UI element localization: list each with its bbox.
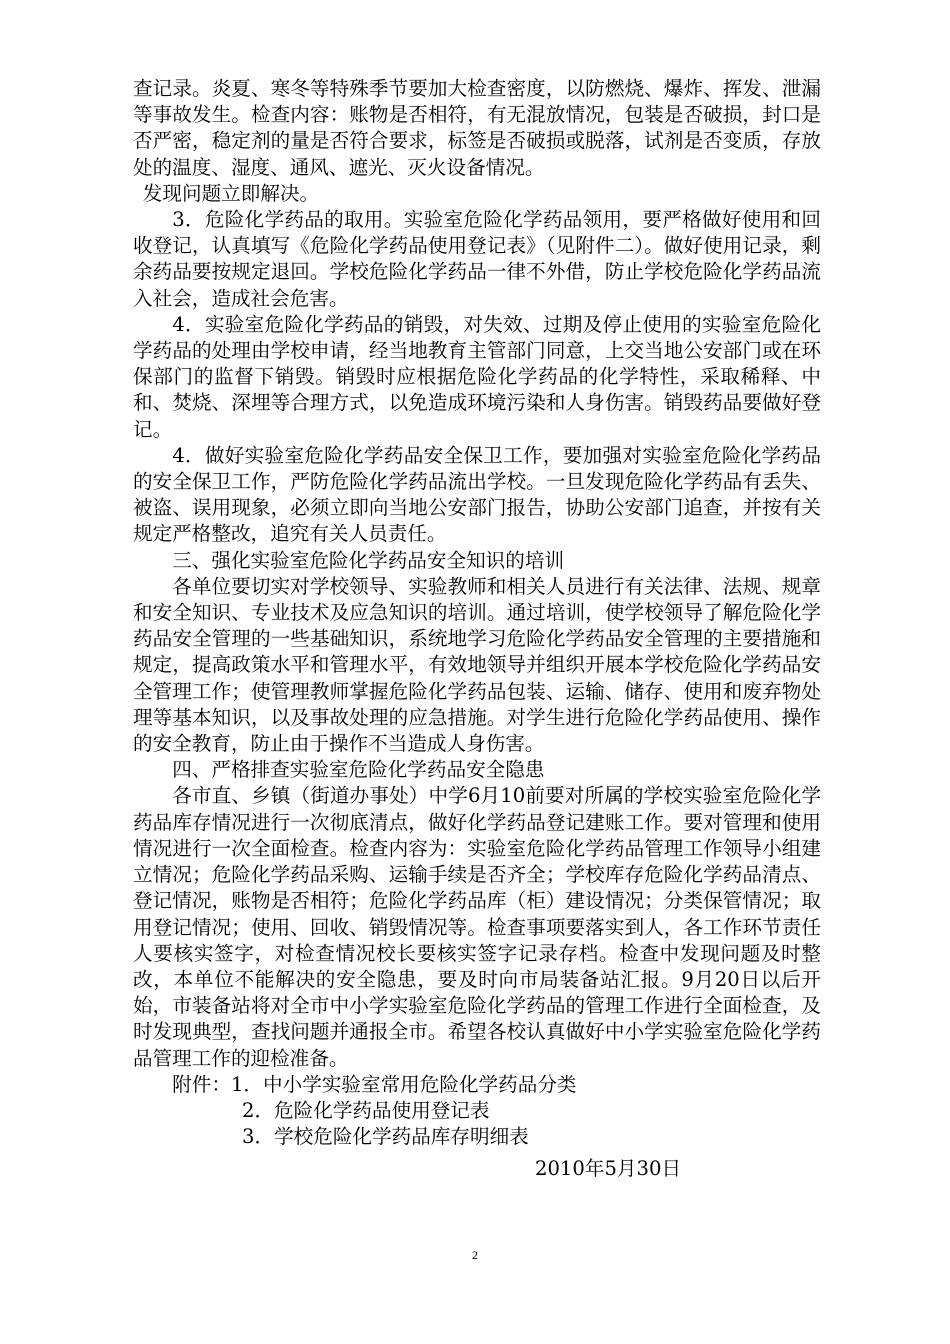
document-date: 2010年5月30日	[535, 1157, 682, 1180]
attachment-item: 1．中小学实验室常用危险化学药品分类	[230, 1072, 577, 1096]
paragraph-training: 各单位要切实对学校领导、实验教师和相关人员进行有关法律、法规、规章和安全知识、专业技术及应急知识的培训。通过培训，使学校领导了解危险化学药品安全管理的一些基础知识，系统地学习危险化学药品安全管理的主要措施和规定，提高政策水平和管理水平，有效地领导并组织开展本学校危险化学药品安全管理工作；使管理教师掌握危险化学药品包装、运输、储存、使用和废弃物处理等基本知识，以及事故处理的应急措施。对学生进行危险化学药品使用、操作的安全教育，防止由于操作不当造成人身伤害。	[133, 574, 821, 756]
attachment-item: 3．学校危险化学药品库存明细表	[242, 1125, 529, 1149]
section-heading-inspection: 四、严格排查实验室危险化学药品安全隐患	[172, 758, 545, 782]
paragraph-item-3-retrieval: 3．危险化学药品的取用。实验室危险化学药品领用，要严格做好使用和回收登记，认真填写《危险化学药品使用登记表》（见附件二）。做好使用记录，剩余药品要按规定退回。学校危险化学药品一律不外借，防止学校危险化学药品流入社会，造成社会危害。	[133, 208, 821, 310]
paragraph-inspection: 各市直、乡镇（街道办事处）中学6月10前要对所属的学校实验室危险化学药品库存情况进行一次彻底清点，做好化学药品登记建账工作。要对管理和使用情况进行一次全面检查。检查内容为：实验室危险化学药品管理工作领导小组建立情况；危险化学药品采购、运输手续是否齐全；学校库存危险化学药品清点、登记情况，账物是否相符；危险化学药品库（柜）建设情况；分类保管情况；取用登记情况；使用、回收、销毁情况等。检查事项要落实到人，各工作环节责任人要核实签字，对检查情况校长要核实签字记录存档。检查中发现问题及时整改，本单位不能解决的安全隐患，要及时向市局装备站汇报。9月20日以后开始，市装备站将对全市中小学实验室危险化学药品的管理工作进行全面检查，及时发现典型，查找问题并通报全市。希望各校认真做好中小学实验室危险化学药品管理工作的迎检准备。	[133, 784, 821, 1070]
attachment-line-1	[133, 1072, 821, 1098]
paragraph-item-4-disposal: 4．实验室危险化学药品的销毁，对失效、过期及停止使用的实验室危险化学药品的处理由学校申请，经当地教育主管部门同意，上交当地公安部门或在环保部门的监督下销毁。销毁时应根据危险化学药品的化学特性，采取稀释、中和、焚烧、深埋等合理方式，以免造成环境污染和人身伤害。销毁药品要做好登记。	[133, 312, 821, 441]
attachment-label: 附件：	[172, 1072, 231, 1096]
paragraph-continuation: 查记录。炎夏、寒冬等特殊季节要加大检查密度，以防燃烧、爆炸、挥发、泄漏等事故发生。检查内容：账物是否相符，有无混放情况，包装是否破损，封口是否严密，稳定剂的量是否符合要求，标签是否破损或脱落，试剂是否变质，存放处的温度、湿度、通风、遮光、灭火设备情况。	[133, 77, 821, 179]
paragraph-item-4-security: 4．做好实验室危险化学药品安全保卫工作，要加强对实验室危险化学药品的安全保卫工作，严防危险化学药品流出学校。一旦发现危险化学药品有丢失、被盗、误用现象，必须立即向当地公安部门报告，协助公安部门追查，并按有关规定严格整改，追究有关人员责任。	[133, 443, 821, 546]
attachment-item: 2．危险化学药品使用登记表	[242, 1098, 490, 1122]
attachment-line-2	[133, 1098, 821, 1124]
page-number: 2	[472, 1248, 478, 1262]
paragraph-resolve-issues: 发现问题立即解决。	[142, 181, 320, 205]
section-heading-training: 三、强化实验室危险化学药品安全知识的培训	[172, 548, 565, 572]
attachment-line-3	[133, 1124, 821, 1150]
document-body	[133, 76, 821, 1150]
